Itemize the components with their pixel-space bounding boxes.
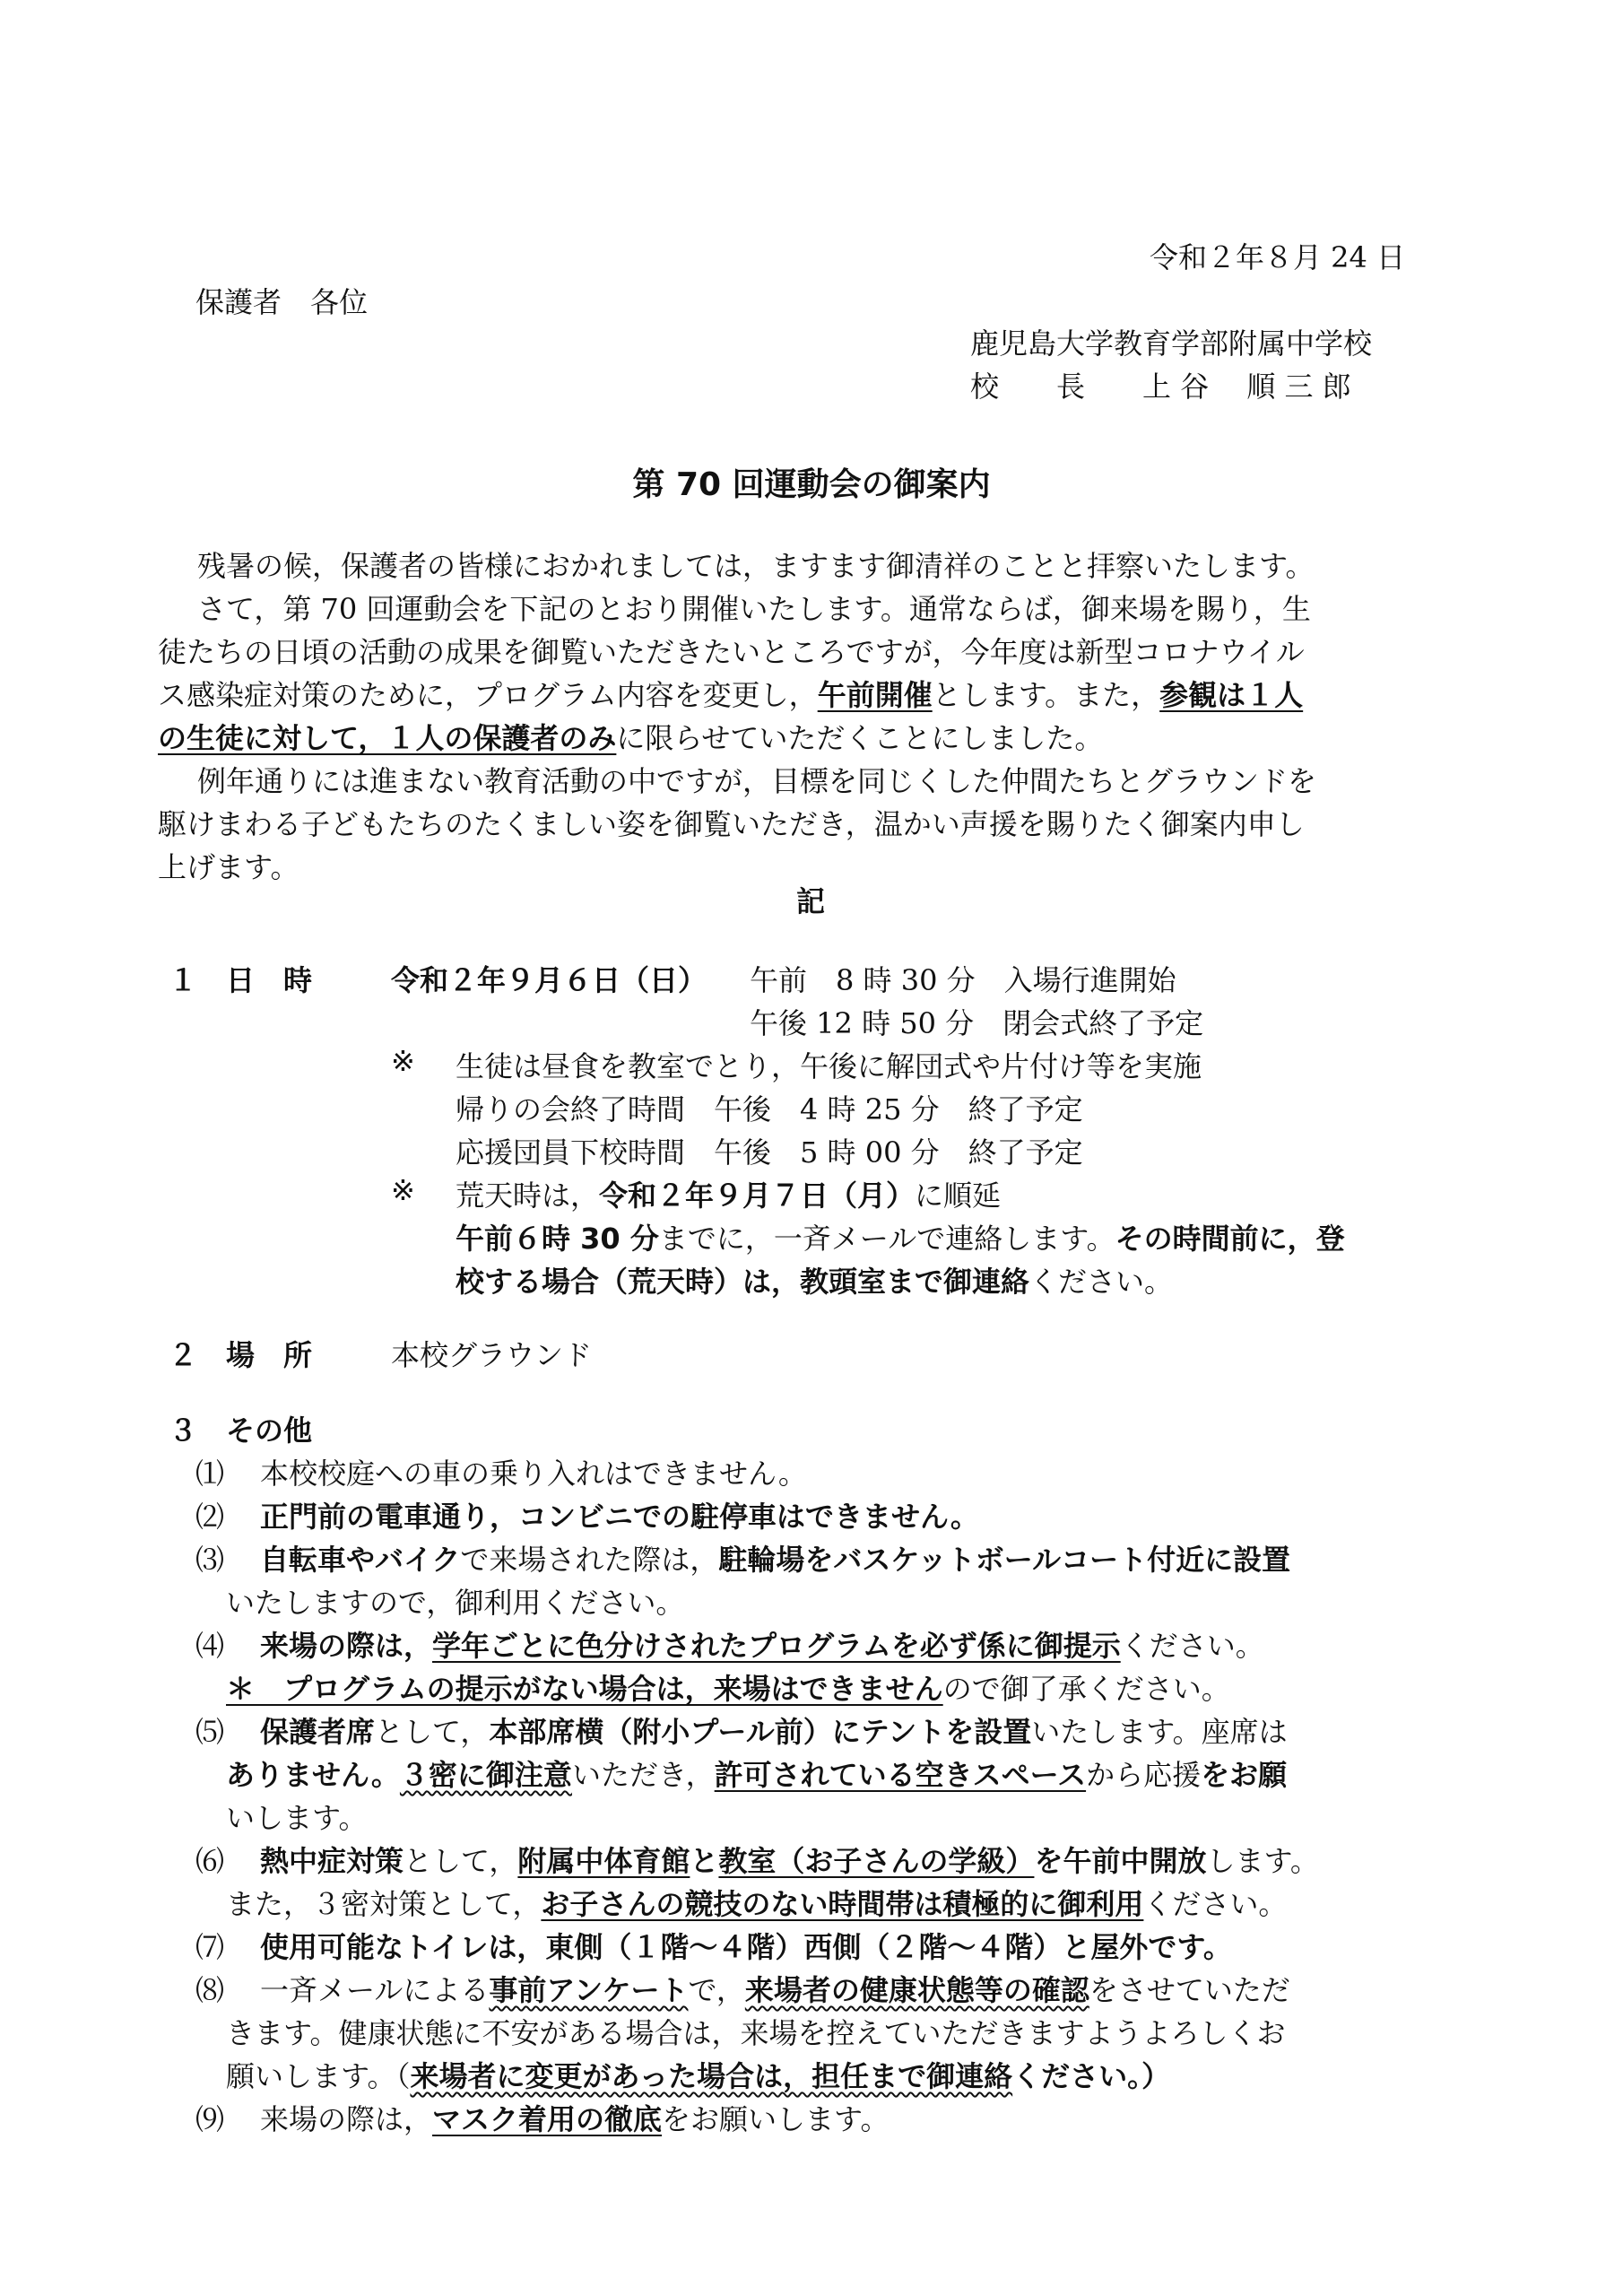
intro-line: ス感染症対策のために，プログラム内容を変更し，午前開催とします。また，参観は１人 bbox=[158, 678, 1304, 712]
list-item-note: ＊ プログラムの提示がない場合は，来場はできませんので御了承ください。 bbox=[226, 1672, 1230, 1706]
list-item: 本校校庭への車の乗り入れはできません。 bbox=[260, 1457, 807, 1491]
recipient: 保護者 各位 bbox=[195, 285, 369, 319]
list-item-number: ⑴ bbox=[195, 1457, 225, 1491]
rain-line: 校する場合（荒天時）は，教頭室まで御連絡ください。 bbox=[456, 1265, 1174, 1299]
list-item-continuation: きます。健康状態に不安がある場合は，来場を控えていただきますようよろしくお bbox=[226, 2016, 1286, 2050]
list-item-number: ⑹ bbox=[195, 1844, 225, 1878]
list-item-number: ⑼ bbox=[195, 2102, 225, 2136]
list-item-number: ⑷ bbox=[195, 1629, 225, 1663]
intro-line: さて，第 70 回運動会を下記のとおり開催いたします。通常ならば，御来場を賜り，生 bbox=[197, 592, 1311, 626]
ki-heading: 記 bbox=[796, 884, 826, 918]
list-item-number: ⑻ bbox=[195, 1973, 225, 2007]
list-item: 使用可能なトイレは，東側（１階～４階）西側（２階～４階）と屋外です。 bbox=[260, 1930, 1232, 1964]
list-item-continuation: いします。 bbox=[226, 1801, 368, 1835]
list-item: 保護者席として，本部席横（附小プール前）にテントを設置いたします。座席は bbox=[260, 1715, 1288, 1749]
list-item-number: ⑺ bbox=[195, 1930, 225, 1964]
list-item-number: ⑸ bbox=[195, 1715, 225, 1749]
note-line: 帰りの会終了時間 午後 4 時 25 分 終了予定 bbox=[456, 1092, 1083, 1126]
principal-name: 校 長 上 谷 順 三 郎 bbox=[970, 370, 1351, 404]
list-item: 正門前の電車通り，コンビニでの駐停車はできません。 bbox=[260, 1500, 979, 1534]
school-name: 鹿児島大学教育学部附属中学校 bbox=[970, 326, 1373, 361]
section-2-label: ２ 場 所 bbox=[169, 1338, 313, 1372]
intro-line: 残暑の候，保護者の皆様におかれましては，ますます御清祥のことと拝察いたします。 bbox=[197, 549, 1315, 583]
document-date: 令和２年８月 24 日 bbox=[1150, 240, 1406, 274]
list-item-continuation: また，３密対策として，お子さんの競技のない時間帯は積極的に御利用ください。 bbox=[226, 1887, 1288, 1921]
venue: 本校グラウンド bbox=[391, 1338, 593, 1372]
list-item-number: ⑶ bbox=[195, 1543, 225, 1577]
time-end: 午後 12 時 50 分 閉会式終了予定 bbox=[750, 1006, 1204, 1040]
intro-line: の生徒に対して，１人の保護者のみに限らせていただくことにしました。 bbox=[158, 721, 1104, 755]
rain-line: 午前６時 30 分までに，一斉メールで連絡します。その時間前に，登 bbox=[456, 1222, 1345, 1256]
page-title: 第 70 回運動会の御案内 bbox=[632, 466, 991, 503]
list-item: 熱中症対策として，附属中体育館と教室（お子さんの学級）を午前中開放します。 bbox=[260, 1844, 1319, 1878]
time-start: 午前 8 時 30 分 入場行進開始 bbox=[750, 963, 1176, 997]
intro-line: 徒たちの日頃の活動の成果を御覧いただきたいところですが，今年度は新型コロナウイル bbox=[158, 635, 1305, 669]
event-date: 令和２年９月６日（日） bbox=[391, 963, 707, 997]
intro-line: 駆けまわる子どもたちのたくましい姿を御覧いただき，温かい声援を賜りたく御案内申し bbox=[158, 807, 1305, 841]
list-item: 一斉メールによる事前アンケートで，来場者の健康状態等の確認をさせていただ bbox=[260, 1973, 1290, 2007]
intro-line: 上げます。 bbox=[158, 850, 299, 884]
note-line: 応援団員下校時間 午後 5 時 00 分 終了予定 bbox=[456, 1135, 1083, 1170]
list-item: 来場の際は，学年ごとに色分けされたプログラムを必ず係に御提示ください。 bbox=[260, 1629, 1264, 1663]
list-item: 来場の際は，マスク着用の徹底をお願いします。 bbox=[260, 2102, 890, 2136]
section-3-label: ３ その他 bbox=[169, 1413, 313, 1448]
note-mark: ※ bbox=[391, 1044, 415, 1078]
intro-line: 例年通りには進まない教育活動の中ですが，目標を同じくした仲間たちとグラウンドを bbox=[197, 764, 1317, 798]
list-item: 自転車やバイクで来場された際は，駐輪場をバスケットボールコート付近に設置 bbox=[260, 1543, 1291, 1577]
section-1-label: １ 日 時 bbox=[169, 963, 313, 997]
list-item-continuation: ありません。３密に御注意いただき，許可されている空きスペースから応援をお願 bbox=[226, 1758, 1288, 1792]
list-item-continuation: 願いします。（来場者に変更があった場合は，担任まで御連絡ください。） bbox=[226, 2059, 1171, 2093]
note-mark: ※ bbox=[391, 1173, 415, 1207]
note-line: 生徒は昼食を教室でとり，午後に解団式や片付け等を実施 bbox=[456, 1049, 1202, 1083]
list-item-continuation: いたしますので，御利用ください。 bbox=[226, 1586, 685, 1620]
rain-line: 荒天時は，令和２年９月７日（月）に順延 bbox=[456, 1178, 1002, 1213]
list-item-number: ⑵ bbox=[195, 1500, 225, 1534]
